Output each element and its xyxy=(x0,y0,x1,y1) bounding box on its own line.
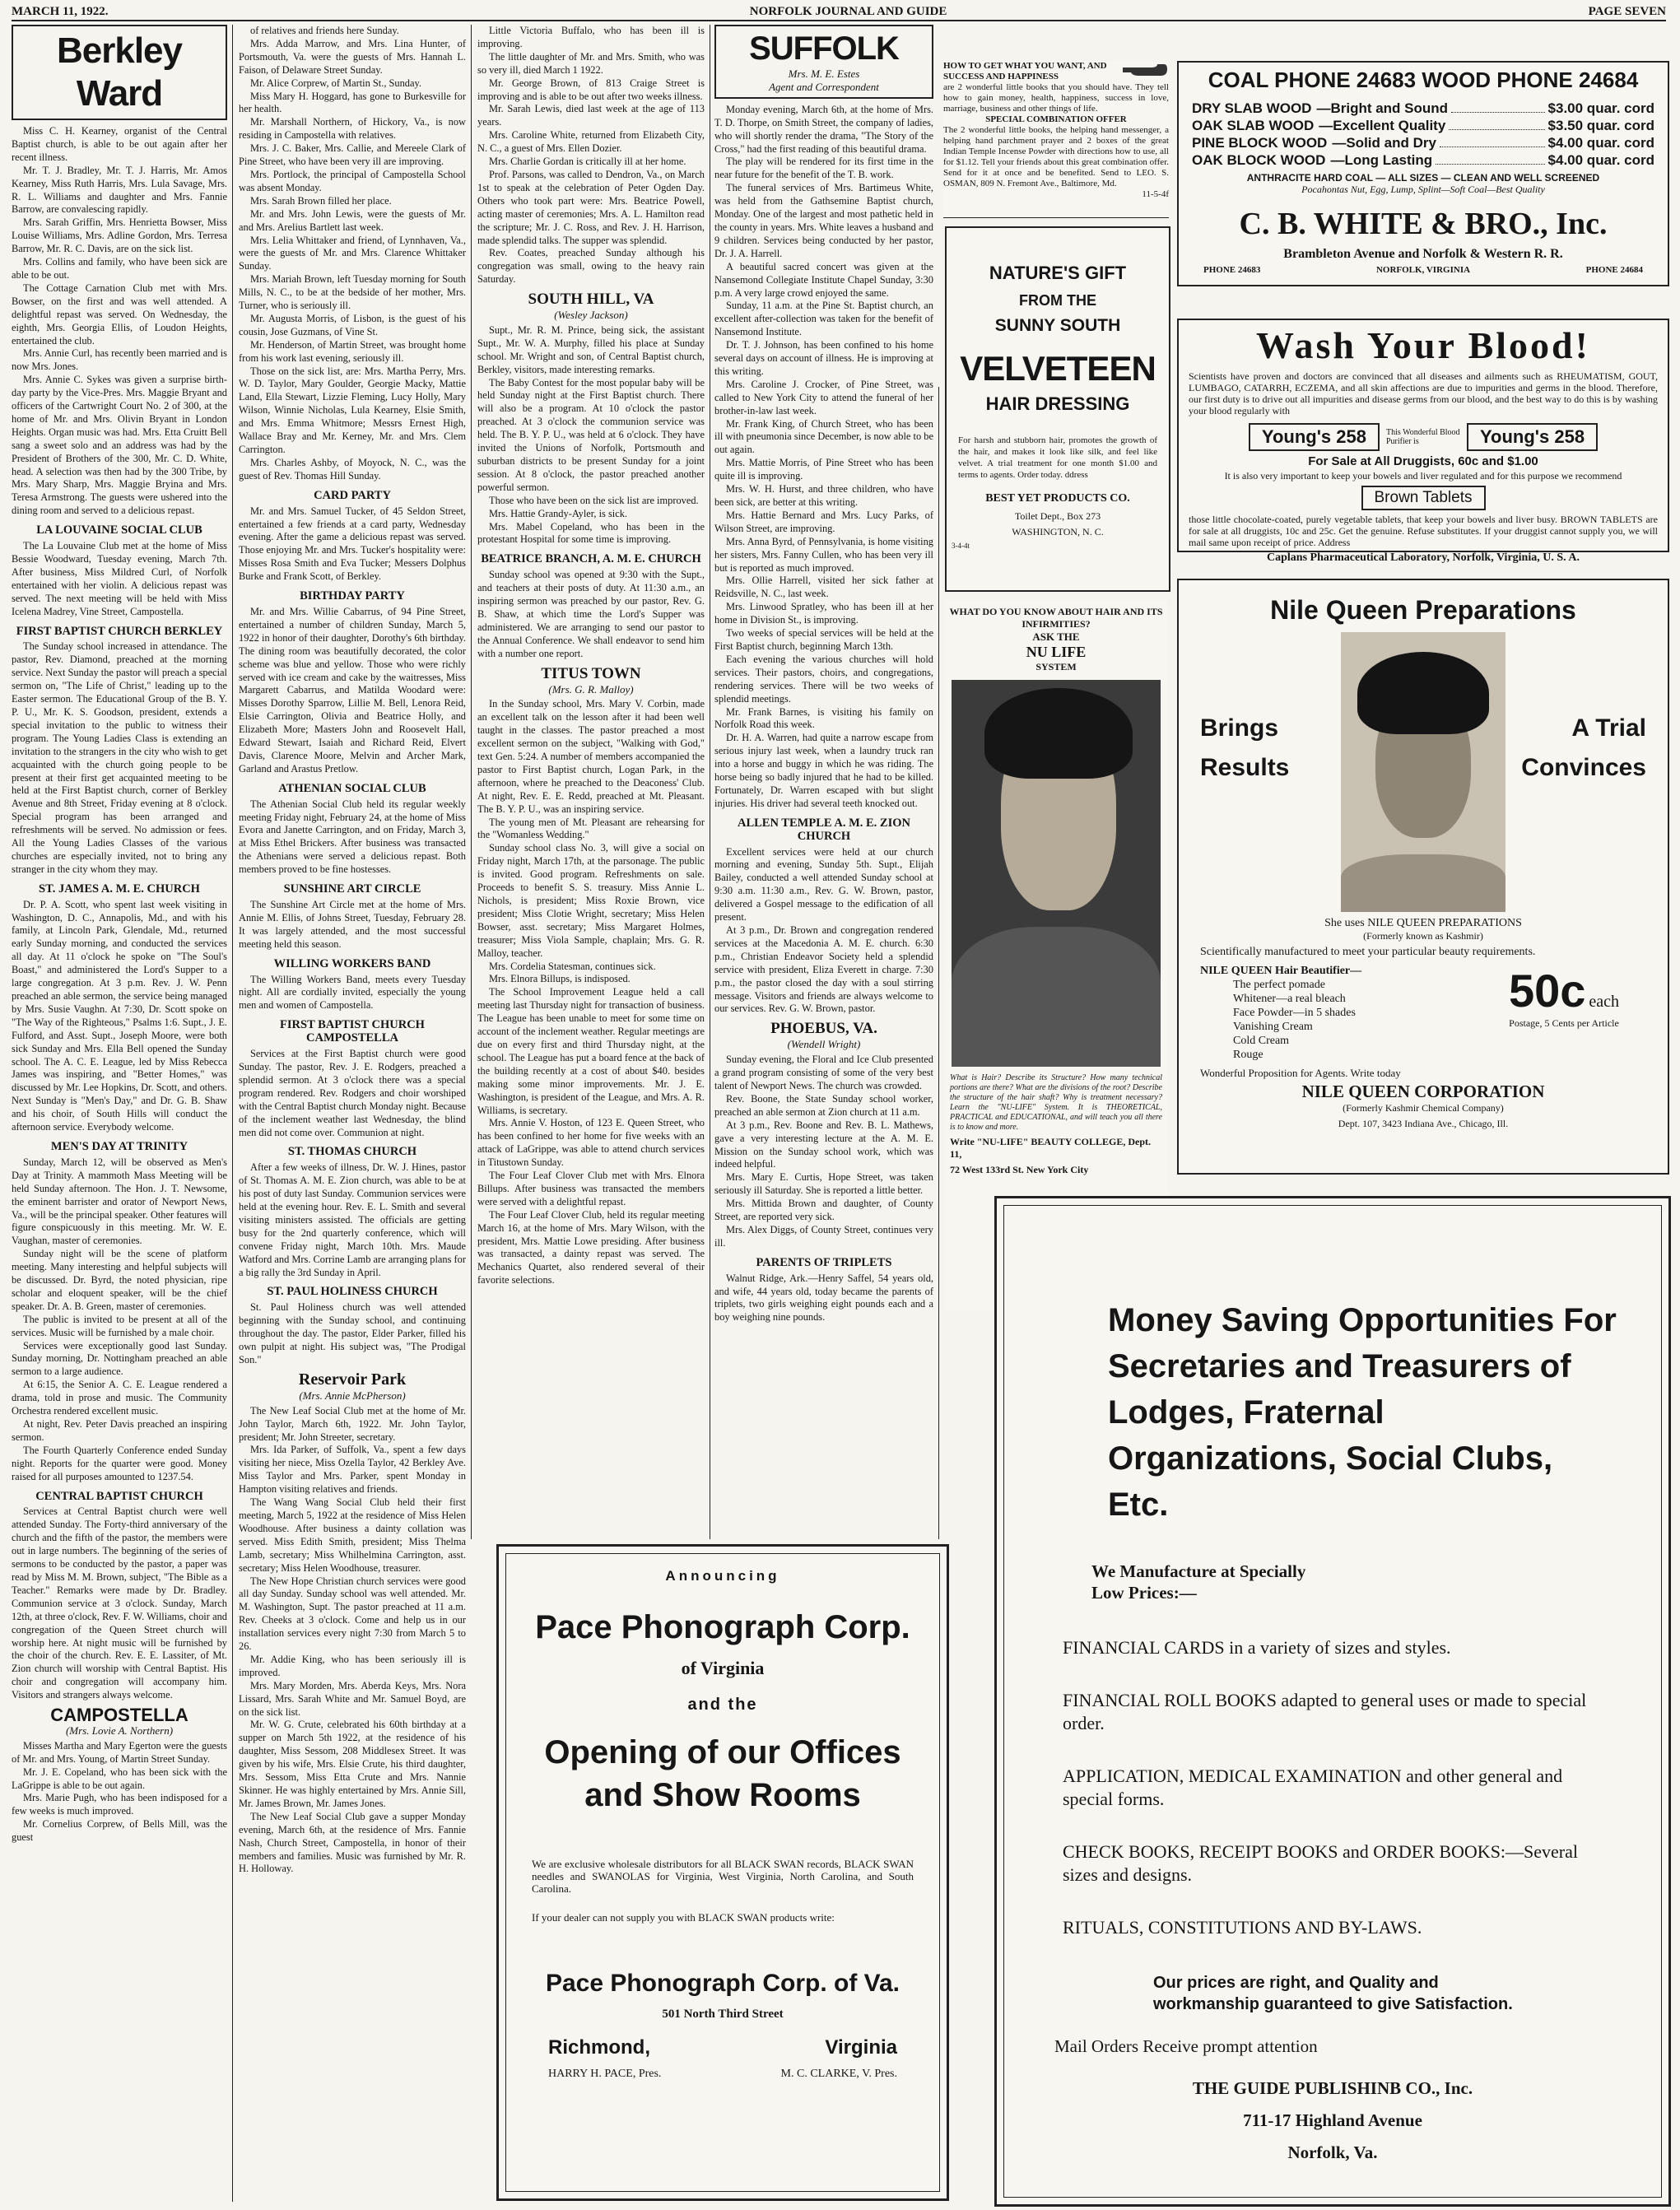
paragraph: Mrs. Anna Byrd, of Pennsylvania, is home visiting her sisters, Mrs. Fanny Cullen, who has been very ill but is reported as much improved. xyxy=(714,535,933,574)
phone: PHONE 24684 xyxy=(1585,265,1643,275)
paragraph: Miss Mary H. Hoggard, has gone to Burkesville for her health. xyxy=(239,90,466,115)
subheading: PHOEBUS, VA. xyxy=(770,1020,877,1038)
portrait-shoulders xyxy=(952,927,1161,1067)
ad-headline: NATURE'S GIFT xyxy=(989,263,1127,283)
price-row: OAK SLAB WOOD — Excellent Quality $3.50 quar. cord xyxy=(1192,118,1654,133)
price-row: PINE BLOCK WOOD — Solid and Dry $4.00 quar. cord xyxy=(1192,135,1654,151)
ad-headline: WHAT DO YOU KNOW ABOUT HAIR AND ITS INFIRMITIES? xyxy=(949,606,1163,630)
paragraph: Mrs. Mary E. Curtis, Hope Street, was taken seriously ill Saturday. She is reported a little better. xyxy=(714,1171,933,1197)
paragraph: The funeral services of Mrs. Bartimeus White, was held from the Gathsemine Baptist church, Monday. One of the largest and most pathetic held in the county in years. Mrs. White leaves a husband and 9 children. Services being conducted by her pastor, Dr. J. A. Harrell. xyxy=(714,182,933,259)
ad-contact: Write "NU-LIFE" BEAUTY COLLEGE, Dept. 11, xyxy=(950,1136,1152,1160)
paragraph: Dr. T. J. Johnson, has been confined to his home several days on account of illness. He is improving at this writing. xyxy=(714,339,933,377)
price-row: OAK BLOCK WOOD — Long Lasting $4.00 quar. cord xyxy=(1192,152,1654,168)
paragraph: Mr. Cornelius Corprew, of Bells Mill, was the guest xyxy=(12,1818,227,1844)
ad-slogan: Results xyxy=(1200,754,1290,781)
ad-connector: and the xyxy=(687,1696,758,1714)
paragraph: Mrs. Mariah Brown, left Tuesday morning for South Mills, N. C., to be at the bedside of her mother, Mrs. Turner, who is seriously ill. xyxy=(239,273,466,312)
product-type: HAIR DRESSING xyxy=(985,393,1130,414)
paragraph: Mr. J. E. Copeland, who has been sick with the LaGrippe is able to be out again. xyxy=(12,1766,227,1791)
product-item: Vanishing Cream xyxy=(1233,1021,1313,1033)
ad-headline: ASK THE xyxy=(1032,630,1080,643)
paragraph: Mrs. Mattie Morris, of Pine Street who has been quite ill is improving. xyxy=(714,457,933,482)
product-type: SYSTEM xyxy=(1035,661,1077,672)
byline: (Mrs. Lovie A. Northern) xyxy=(65,1724,174,1737)
product-item: RITUALS, CONSTITUTIONS AND BY-LAWS. xyxy=(1063,1917,1422,1938)
paragraph: Mr. George Brown, of 813 Craige Street is improving and is able to be out after two weeks illness. xyxy=(477,77,705,102)
paragraph: Two weeks of special services will be held at the First Baptist church, beginning March 13th. xyxy=(714,627,933,652)
subheading: CARD PARTY xyxy=(314,488,391,502)
ad-code: 11-5-4f xyxy=(1142,189,1169,199)
subheading: ALLEN TEMPLE A. M. E. ZION CHURCH xyxy=(737,816,911,843)
paragraph: At 3 p.m., Rev. Boone and Rev. B. L. Mathews, gave a very interesting lecture at the A. M. E. Mission on the Sunday school work, which was indeed helpful. xyxy=(714,1119,933,1170)
paragraph: Mrs. Mabel Copeland, who has been in the protestant Hospital for some time is improving. xyxy=(477,520,705,546)
paragraph: Mrs. Hattie Bernard and Mrs. Lucy Parks, of Wilson Street, are improving. xyxy=(714,509,933,534)
paragraph: Walnut Ridge, Ark.—Henry Saffel, 54 years old, and wife, 44 years old, today became the parents of triplets, two girls weighing eight pounds each and a boy weighing nine pounds. xyxy=(714,1272,933,1324)
paragraph: Mr. Frank Barnes, is visiting his family on Norfolk Road this week. xyxy=(714,705,933,731)
state: Virginia xyxy=(825,2036,897,2059)
product-name: VELVETEEN xyxy=(960,349,1156,388)
product-item: Whitener—a real bleach xyxy=(1233,993,1346,1005)
subheading: ST. THOMAS CHURCH xyxy=(287,1145,417,1159)
ad-body: Wonderful Proposition for Agents. Write today xyxy=(1200,1067,1401,1079)
paragraph: Mr. W. G. Crute, celebrated his 60th birthday at a supper on March 5th 1922, at the residence of his daughter, Miss Sessom, 208 Middlesex Street. It was given by his wife, Mrs. Elsie Crute, his third daughter, Mrs. Sessom, Miss Etta Crute and Mrs. Nannie Skinner. He was highly entertained by Mrs. Annie Sill, Mr. James Brown, Mr. James Jones. xyxy=(239,1719,466,1809)
company-address: Toilet Dept., Box 273 xyxy=(1014,510,1101,522)
paragraph: Dr. H. A. Warren, had quite a narrow escape from serious injury last week, when a laundry truck ran into a horse and buggy in which he was riding. The horse being so badly injured that he had to be killed. Fortunately, Dr. Warren escaped with but slight injuries. His driver had several teeth knocked out. xyxy=(714,732,933,809)
ad-headline: SUNNY SOUTH xyxy=(994,316,1121,335)
byline: (Mrs. Annie McPherson) xyxy=(299,1389,406,1402)
city: Richmond, xyxy=(548,2036,650,2059)
woman-portrait-photo xyxy=(952,680,1161,1067)
paragraph: of relatives and friends here Sunday. xyxy=(250,25,399,36)
paragraph: Those on the sick list, are: Mrs. Martha Perry, Mrs. W. D. Taylor, Mary Goulder, Georgie Macky, Mattie Land, Ella Stewart, Lizzie Fleming, Lucy Holly, Mary Wilson, Winnie Nicholas, Lula Kearney, Elsie Smith, and Mrs. Emma Whitmore; Messrs Ernest High, Wallace Bray and Mr. Kerney, Mr. and Mrs. Clem Carrington. xyxy=(239,365,466,455)
paragraph: The little daughter of Mr. and Mrs. Smith, who was so very ill, died March 1 1922. xyxy=(477,50,705,76)
newspaper-name: NORFOLK JOURNAL AND GUIDE xyxy=(749,4,947,18)
sale-line: For Sale at All Druggists, 60c and $1.00 xyxy=(1308,454,1538,468)
ad-slogan: A Trial xyxy=(1571,714,1646,742)
column-rule xyxy=(938,387,939,1539)
paragraph: The Sunday school increased in attendance. The pastor, Rev. Diamond, preached at the morning service. Next Sunday the pastor will preach a special sermon on, "The Life of Christ," leading up to the Easter sermon. The Educational Group of the B. Y. P. U., Mr. K. S. Goodson, president, extends a special invitation to the public to witness their program. The Young Ladies Class is extending an invitation to the strangers in the city who wish to get acquainted with the church going people to be present at their first get acquainted meeting to be held at the First Baptist church, corner of Berkley Avenue and 8th Street, Friday evening at 8 o'clock. Special program has been arranged and refreshments will be served. No admission or fees. All the Young Ladies Classes of the various churches are especially invited, not to bring any stranger in the city whom they may. xyxy=(12,640,227,875)
wash-your-blood-ad xyxy=(1177,319,1669,564)
price-unit: each xyxy=(1589,993,1620,1011)
subheading: BIRTHDAY PARTY xyxy=(300,589,405,603)
paragraph: Little Victoria Buffalo, who has been ill is improving. xyxy=(477,25,705,49)
paragraph: The Fourth Quarterly Conference ended Sunday night. Reports for the quarter were good. Money raised for all purposes amounted to 1237.54. xyxy=(12,1444,227,1482)
paragraph: Mr. and Mrs. Willie Cabarrus, of 94 Pine Street, entertained a number of children Sunday, March 5, 1922 in honor of their daughter, Dorothy's 6th birthday. The dining room was beautifully decorated, the color scheme was blue and yellow. Those who were richly served with ice cream and cake by the waitresses, Miss Margarett Cabarrus, and Matilda Woodard were: Misses Dorothy Sparrow, Lillie M. Bell, Lenora Reid, Elsie Carrington, Olivia and Beatrice Holly, and Elizabeth More; Masters John and Roosevelt Hall, Edward Stewart, Isaiah and Richard Reid, Elvert Davis, Clarence Moore, Melvin and Archer Mark, Garland and Arastus Pretlow. xyxy=(239,605,466,775)
item-desc: Long Lasting xyxy=(1344,152,1433,168)
portrait-hair xyxy=(984,688,1133,779)
company-name: Pace Phonograph Corp. of Va. xyxy=(545,1970,900,1997)
paragraph: The public is invited to be present at all of the services. Music will be furnished by a male choir. xyxy=(12,1313,227,1338)
paragraph: The New Hope Christian church services were good all day Sunday. Sunday school was well attended. Mr. M. Washington, Supt. The pastor preached at 11 a.m. Rev. Cheeks at 3 o'clock. Come and help us in our installation services every night 7:30 from March 5 to 26. xyxy=(239,1575,466,1653)
paragraph: Mr. Sarah Lewis, died last week at the age of 113 years. xyxy=(477,103,705,128)
product-tagline: This Wonderful Blood Purifier is xyxy=(1386,428,1460,446)
paragraph: Mrs. Alex Diggs, of County Street, continues very ill. xyxy=(714,1223,933,1249)
ad-code: 3-4-4t xyxy=(952,542,970,550)
company-former-name: (Formerly Kashmir Chemical Company) xyxy=(1343,1102,1504,1114)
paragraph: Mr. Alice Corprew, of Martin St., Sunday. xyxy=(250,77,421,89)
paragraph: Mrs. W. H. Hurst, and three children, who have been sick, are better at this writing. xyxy=(714,483,933,508)
paragraph: Sunday, 11 a.m. at the Pine St. Baptist church, an excellent after-collection was taken for the benefit of Nansemond Institute. xyxy=(714,300,933,338)
ad-body: Our prices are right, and Quality and workmanship guaranteed to give Satisfaction. xyxy=(1153,1974,1513,2013)
paragraph: At 6:15, the Senior A. C. E. League rendered a drama, told in prose and music. The Community Orchestra rendered excellent music. xyxy=(12,1379,227,1417)
column-rule xyxy=(471,25,472,1539)
paragraph: Mr. Henderson, of Martin Street, was brought home from his work last evening, seriously ill. xyxy=(239,338,466,364)
product-item: FINANCIAL ROLL BOOKS adapted to general uses or made to special order. xyxy=(1063,1690,1587,1733)
paragraph: Mrs. Charles Ashby, of Moyock, N. C., was the guest of Rev. Thomas Hill Sunday. xyxy=(239,456,466,482)
price: 50c xyxy=(1508,965,1586,1017)
masthead xyxy=(12,3,1666,21)
berkley-ward-column xyxy=(12,25,227,2202)
paragraph: The La Louvaine Club met at the home of Miss Bessie Woodward, Tuesday evening, March 7th. After business, Miss Mildred Curl, of Norfolk entertained with her violin. A delicious repast was served. The next meeting will be held with Miss Icelena Madrey, Vine Street, Campostella. xyxy=(12,540,227,617)
page-number: PAGE SEVEN xyxy=(1588,4,1666,18)
paragraph: Rev. Coates, preached Sunday although his congregation was small, owing to the heavy rain Saturday. xyxy=(477,247,705,286)
paragraph: At night, Rev. Peter Davis preached an inspiring sermon. xyxy=(12,1418,227,1443)
suffolk-header xyxy=(714,25,933,99)
paragraph: The Four Leaf Clover Club, held its regular meeting March 16, at the home of Mrs. Mary Wilson, with the president, Mrs. Mattie Lowe presiding. After business was transacted, a dainty repast was served. The Mechanics Quartet, also rendered several of their favorite selections. xyxy=(477,1208,705,1286)
paragraph: Mr. Frank King, of Church Street, who has been ill with pneumonia since December, is now able to be out again. xyxy=(714,417,933,456)
company-name: Pace Phonograph Corp. xyxy=(535,1609,910,1645)
ad-subheadline: We Manufacture at Specially Low Prices:— xyxy=(1091,1561,1306,1603)
suffolk-column xyxy=(714,25,933,1539)
ad-headline: HOW TO GET WHAT YOU WANT, AND SUCCESS AND HAPPINESS xyxy=(943,61,1107,81)
company-address: Brambleton Avenue and Norfolk & Western R. R. xyxy=(1283,247,1563,261)
ad-headline: Nile Queen Preparations xyxy=(1270,595,1576,625)
subheading: ST. PAUL HOLINESS CHURCH xyxy=(267,1285,438,1299)
correspondent-role: Agent and Correspondent xyxy=(769,80,879,93)
ad-body: are 2 wonderful little books that you should have. They tell how to gain money, health, happiness, success in love, marriage, business and other things of life. xyxy=(943,82,1169,114)
paragraph: Services at the First Baptist church were good Sunday. The pastor, Rev. J. E. Rodgers, preached a splendid sermon. At 3 o'clock there was a special program rendered. Rev. Rodgers and choir worshiped with the Central Baptist church Monday night. Because of the inclement weather last Wednesday, the blind men did not come over. Communion at night. xyxy=(239,1048,466,1138)
paragraph: At 3 p.m., Dr. Brown and congregation rendered services at the Macedonia A. M. E. church. 6:30 p.m., Christian Endeavor Society held a splendid service with president, Eliza Everett in charge. 7:30 p.m., the pastor closed the day with a soul stirring message. Visitors and friends are always welcome to our services. Rev. G. W. Brown, pastor. xyxy=(714,924,933,1015)
paragraph: Each evening the various churches will hold services. Their pastors, choirs, and congregations, rendering services. There will be two weeks of splendid meetings. xyxy=(714,653,933,705)
paragraph: St. Paul Holiness church was well attended beginning with the Sunday school, and continuing throughout the day. The pastor, Elder Parker, filled his own pulpit at night. His subject was, "The Prodigal Son." xyxy=(239,1301,466,1366)
subheading: PARENTS OF TRIPLETS xyxy=(756,1255,892,1269)
ad-subheadline: SPECIAL COMBINATION OFFER xyxy=(985,114,1127,124)
paragraph: Mrs. Sarah Griffin, Mrs. Henrietta Bowser, Miss Louise Williams, Mrs. Adline Gordon, Mrs. Terresa Barrow, Mr. R. C. Davis, are on the sick list. xyxy=(12,216,227,255)
paragraph: The Athenian Social Club held its regular weekly meeting Friday night, February 24, at the home of Miss Evora and Janette Carrington, and on Friday, March 3, at Miss Ethel Brickers. After business was transacted the Athenians were served a delicious repast. Both members proved to be fine hostesses. xyxy=(239,798,466,876)
ad-slogan: Brings xyxy=(1200,714,1279,742)
product-name: Young's 258 xyxy=(1467,423,1598,451)
company-city: Norfolk, Va. xyxy=(1287,2143,1378,2162)
city: NORFOLK, VIRGINIA xyxy=(1375,265,1471,275)
paragraph: Miss C. H. Kearney, organist of the Central Baptist church, is able to be out again after her recent illness. xyxy=(12,125,227,163)
paragraph: Mr. and Mrs. Samuel Tucker, of 45 Seldon Street, entertained a few friends at a card party, Wednesday evening. After the game a delicious repast was served. Those enjoying Mr. and Mrs. Tucker's hospitality were: Misses Rosa Smith and Eva Tucker; Messers Dolphus Burke and Frank Scott, of Berkley. xyxy=(239,505,466,583)
pointing-hand-icon xyxy=(1121,61,1169,79)
paragraph: Mrs. Annie Curl, has recently been married and is now Mrs. Jones. xyxy=(12,347,227,373)
product-item: FINANCIAL CARDS in a variety of sizes and styles. xyxy=(1063,1637,1451,1658)
paragraph: Sunday evening, the Floral and Ice Club presented a grand program consisting of some of the very best talent of Newport News. The church was crowded. xyxy=(714,1054,933,1091)
product-boxes xyxy=(1179,423,1668,451)
product-name: NU LIFE xyxy=(1026,644,1087,660)
paragraph: Mrs. Hattie Grandy-Ayler, is sick. xyxy=(489,507,628,519)
company-state: of Virginia xyxy=(681,1658,765,1678)
paragraph: The Sunshine Art Circle met at the home of Mrs. Annie M. Ellis, of Johns Street, Tuesday, February 28. It was largely attended, and the most successful meeting held this season. xyxy=(239,899,466,950)
paragraph: The New Leaf Social Club met at the home of Mr. John Taylor, March 6th, 1922. Mr. John Taylor, president; Mr. John Streeter, secretary. xyxy=(239,1404,466,1443)
paragraph: Mrs. Lelia Whittaker and friend, of Lynnhaven, Va., were the guests of Mr. and Mrs. Clarence Whittaker Sunday. xyxy=(239,234,466,272)
velveteen-hair-dressing-ad xyxy=(945,226,1170,592)
paragraph: Mrs. Marie Pugh, who has been indisposed for a few weeks is much improved. xyxy=(12,1792,227,1817)
ad-body: For harsh and stubborn hair, promotes the growth of the hair, and makes it look like silk, and feel like velvet. A trial treatment for one month $1.00 and terms to agents. Order today. ddress xyxy=(958,435,1157,480)
paragraph: After a few weeks of illness, Dr. W. J. Hines, pastor of St. Thomas A. M. E. Zion church, was able to be at his post of duty last Sunday. Communion services were held at the evening hour. Rev. E. L. Smith and several visiting ministers assisted. The officials are getting busy for the 2nd quarterly conference, which will convene Friday night, March 10th. Mrs. Maude Watford and Mrs. Corrine Lamb are arranging plans for a big rally the 3rd Sunday in April. xyxy=(239,1161,466,1278)
paragraph: In the Sunday school, Mrs. Mary V. Corbin, made an excellent talk on the lesson after it had been well taught in the classes. The pastor preached a most excellent sermon on the subject, "Walking with God," text Gen. 5:24. A number of members accompanied the pastor to First Baptist church, Logan Park, in the afternoon, where he preached to the Deaconess' Club. At night, Rev. E. E. Redd, preached at Mt. Pleasant. The B. Y. P. U., was an inspiring service. xyxy=(477,698,705,815)
officer: M. C. CLARKE, V. Pres. xyxy=(780,2068,897,2080)
subheading: Reservoir Park xyxy=(298,1370,407,1389)
portrait-shoulders xyxy=(1341,854,1505,912)
item: DRY SLAB WOOD xyxy=(1192,100,1312,116)
byline: (Wendell Wright) xyxy=(787,1038,861,1051)
paragraph: Supt., Mr. R. M. Prince, being sick, the assistant Supt., Mr. W. A. Murphy, filled his place at Sunday school. Mr. Wright and son, of Central Baptist church, Berkley, visitors, made interesting remarks. xyxy=(477,323,705,375)
paragraph: The Baby Contest for the most popular baby will be held Sunday night at the First Baptist church. There will also be a program. At 10 o'clock the pastor preached. At 3 o'clock the communion service was held. The B. Y. P. U., was held at 6 o'clock. They have invited the Unions of Norfolk, Portsmouth and suburban districts to be present Sunday for a joint session. At 8 o'clock, the pastor preached another powerful sermon. xyxy=(477,376,705,493)
paragraph: The Cottage Carnation Club met with Mrs. Bowser, on the first and was well attended. A delightful repast was served. On Wednesday, the eighth, Mrs. Georgia Ellis, of Loudon Heights, entertained the club. xyxy=(12,281,227,347)
paragraph: The School Improvement League held a call meeting last Thursday night for transaction of business. The League has been unable to meet for some time on account of the inclement weather. Regular meetings are due on every first and third Thursday night, at the school. The League has put a board fence at the back of the building recently at a cost of about $40. besides making some minor improvements. Mr. J. E. Washington, is president of the League, and Mrs. A. R. Williams, is secretary. xyxy=(477,986,705,1116)
paragraph: Mrs. Collins and family, who have been sick are able to be out. xyxy=(12,256,227,281)
paragraph: Mrs. Ollie Harrell, visited her sick father at Reidsville, N. C., last week. xyxy=(714,575,933,600)
item: OAK BLOCK WOOD xyxy=(1192,152,1326,168)
ad-headline: COAL PHONE 24683 WOOD PHONE 24684 xyxy=(1208,67,1639,92)
paragraph: Mr. Addie King, who has been seriously ill is improved. xyxy=(239,1653,466,1678)
price-list xyxy=(1192,100,1654,169)
portrait-hair xyxy=(1357,652,1489,734)
paragraph: The young men of Mt. Pleasant are rehearsing for the "Womanless Wedding." xyxy=(477,816,705,841)
phone: PHONE 24683 xyxy=(1203,265,1261,275)
ad-body: It is also very important to keep your bowels and liver regulated and for this purpose we recommend xyxy=(1224,470,1622,482)
subheading: LA LOUVAINE SOCIAL CLUB xyxy=(36,523,202,537)
section-title: SUFFOLK xyxy=(749,30,899,67)
company-name: BEST YET PRODUCTS CO. xyxy=(985,492,1130,505)
price-row: DRY SLAB WOOD — Bright and Sound $3.00 quar. cord xyxy=(1192,100,1654,116)
paragraph: Mrs. Mittida Brown and daughter, of County Street, are reported very sick. xyxy=(714,1198,933,1223)
paragraph: Sunday, March 12, will be observed as Men's Day at Trinity. A mammoth Mass Meeting will be held Sunday afternoon. The Hon. J. T. Newsome, the eminent barrister and orator of Newport News, Va., will be the principal speaker. Other features will figure conspicuously in this meeting. Mr. W. E. Vaughan, master of ceremonies. xyxy=(12,1156,227,1247)
ad-body: What is Hair? Describe its Structure? How many technical portions are there? What are the divisions of the root? Describe the structure of the hair shaft? Why is treatment necessary? Learn the "NU-LIFE" System. It is THEORETICAL, PRACTICAL and EDUCATIONAL, and will teach you all there is to know and more. xyxy=(950,1073,1162,1132)
officer: HARRY H. PACE, Pres. xyxy=(548,2068,662,2080)
section-title: Berkley Ward xyxy=(56,30,182,114)
item-price: $4.00 quar. cord xyxy=(1547,135,1654,151)
ad-body: She uses NILE QUEEN PREPARATIONS xyxy=(1324,917,1522,929)
paragraph: Rev. Boone, the State Sunday school worker, preached an able sermon at Zion church at 11 a.m. xyxy=(714,1092,933,1118)
product-item: Cold Cream xyxy=(1233,1035,1290,1047)
ad-headline: Opening of our Offices and Show Rooms xyxy=(544,1734,901,1813)
paragraph: Monday evening, March 6th, at the home of Mrs. T. D. Thorpe, on Smith Street, the company of ladies, who will shortly render the drama, "The Story of the Cross," had the first reading of this beautiful drama. xyxy=(714,103,933,155)
subheading: MEN'S DAY AT TRINITY xyxy=(50,1139,188,1153)
postage-note: Postage, 5 Cents per Article xyxy=(1509,1017,1619,1029)
item-price: $4.00 quar. cord xyxy=(1547,152,1654,168)
subheading: CAMPOSTELLA xyxy=(50,1705,188,1726)
ad-body: (Formerly known as Kashmir) xyxy=(1363,930,1483,942)
company-address: Dept. 107, 3423 Indiana Ave., Chicago, Ill. xyxy=(1338,1118,1509,1129)
subheading: BEATRICE BRANCH, A. M. E. CHURCH xyxy=(481,552,701,566)
ad-address: 72 West 133rd St. New York City xyxy=(950,1164,1089,1175)
subheading: TITUS TOWN xyxy=(541,664,641,682)
company-name: C. B. WHITE & BRO., Inc. xyxy=(1239,207,1608,241)
product-list-heading: NILE QUEEN Hair Beautifier— xyxy=(1200,965,1362,977)
subheading: FIRST BAPTIST CHURCH BERKLEY xyxy=(16,624,223,638)
paragraph: Mrs. Cordelia Statesman, continues sick. xyxy=(489,960,656,972)
paragraph: Dr. P. A. Scott, who spent last week visiting in Washington, D. C., Annapolis, Md., and with his family, at Lincoln Park, Glendale, Md., returned early Sunday morning, and conducted the services all day. At 11 o'clock he spoke on "The Soul's Boast," and administered the Lord's Supper to a large congregation. At 3 p.m. Rev. J. W. Penn preached an able sermon, the service being managed by Mrs. Susie Vaughn. At 7:30, Dr. Scott spoke on "The Way of the Righteous," Psalms 1:6. Supt., J. E. Fulford, and Asst. Supt., Joseph Moore, were both sick Sunday and Mrs. Ella Bell opened the Sunday school. The A. C. E. League, led by Miss Rebecca James was inspiring, and "Better Homes," was discussed by Mr. Lee Hopkins, Dr. Scott, and others. Next Sunday is "Men's Day," and Dr. G. B. Shaw and his choir, of South Hills will conduct the afternoon service. Everybody welcome. xyxy=(12,898,227,1133)
product-item: CHECK BOOKS, RECEIPT BOOKS and ORDER BOOKS:—Several sizes and designs. xyxy=(1063,1841,1579,1885)
paragraph: Sunday school class No. 3, will give a social on Friday night, March 17th, at the parsonage. The public is invited. Good program. Refreshments on sale. Proceeds to benefit S. S. treasury. Miss Annie L. Nichols, is president; Miss Roxie Brown, vice president; Miss Clotie Wright, secretary; Miss Helen Bowser, asst. secretary; Miss Margaret Holmes, treasurer; Miss Viola Sample, chaplain; Mrs. G. R. Malloy, teacher. xyxy=(477,842,705,959)
subheading: FIRST BAPTIST CHURCH CAMPOSTELLA xyxy=(280,1018,425,1045)
phone-line xyxy=(1203,265,1643,275)
pace-phonograph-ad xyxy=(496,1544,949,2201)
society-column-2 xyxy=(239,25,466,1875)
company-name: NILE QUEEN CORPORATION xyxy=(1301,1082,1545,1101)
paragraph: Those who have been on the sick list are improved. xyxy=(489,494,699,506)
paragraph: Mrs. Caroline J. Crocker, of Pine Street, was called to New York City to attend the funeral of her brother-in-law last week. xyxy=(714,378,933,416)
issue-date: MARCH 11, 1922. xyxy=(12,4,109,18)
item-price: $3.00 quar. cord xyxy=(1547,100,1654,116)
company-city: WASHINGTON, N. C. xyxy=(1012,526,1104,537)
product-item: Rouge xyxy=(1233,1049,1263,1061)
ad-body: We are exclusive wholesale distributors for all BLACK SWAN records, BLACK SWAN needles and SWANOLAS for Virginia, West Virginia, North Carolina, and South Carolina. xyxy=(532,1858,914,1895)
product-name: Brown Tablets xyxy=(1361,486,1486,510)
paragraph: Prof. Parsons, was called to Dendron, Va., on March 1st to speak at the celebration of Peter Ogden Day. Others who took part were: Mrs. Beatrice Powell, acting master of ceremonies; Mrs. A. L. Hamilton read the scripture; Mr. J. C. Ross, and Rev. J. H. Harrison, made splendid talks. The supper was splendid. xyxy=(477,168,705,246)
item-desc: Bright and Sound xyxy=(1330,100,1449,116)
paragraph: A beautiful sacred concert was given at the Nansemond Collegiate Institute Chapel Sunday, 3:30 p.m. A very large crowd enjoyed the same. xyxy=(714,260,933,299)
paragraph: Excellent services were held at our church morning and evening, Sunday 5th. Supt., Elijah Bailey, conducted a well attended Sunday school at 9:30 a.m. 11:30 a.m., Rev. G. W. Brown, pastor, delivered a Gospel message to the edification of all present. xyxy=(714,845,933,924)
ad-body: Mail Orders Receive prompt attention xyxy=(1054,2036,1318,2056)
ad-subline: ANTHRACITE HARD COAL — ALL SIZES — CLEAN AND WELL SCREENED xyxy=(1246,172,1600,184)
paragraph: Mrs. J. C. Baker, Mrs. Callie, and Mereele Clark of Pine Street, who have been very ill are improving. xyxy=(239,142,466,168)
paragraph: The Four Leaf Clover Club met with Mrs. Elnora Billups. After business was transacted the members were served with a delightful repast. xyxy=(477,1170,705,1207)
item-desc: Excellent Quality xyxy=(1333,118,1446,133)
item-desc: Solid and Dry xyxy=(1346,135,1436,151)
paragraph: Misses Martha and Mary Egerton were the guests of Mr. and Mrs. Young, of Martin Street Sunday. xyxy=(12,1739,227,1765)
paragraph: Mrs. Annie V. Hoston, of 123 E. Queen Street, who has been confined to her home for five weeks with an attack of LaGrippe, was able to attend church services in Titustown Sunday. xyxy=(477,1117,705,1169)
company-address: 711-17 Highland Avenue xyxy=(1243,2110,1422,2130)
berkley-ward-header xyxy=(12,25,227,120)
paragraph: Services at Central Baptist church were well attended Sunday. The Forty-third anniversary of the church and the fifth of the pastor, the members were out in large numbers. The beginning of the series of sermons to be conducted by the pastor, a paper was read by Miss M. M. Brown, subject, "The Bible as a Teacher." Remarks were made by Dr. Bradley. Communion service at 3 o'clock. Sunday, March 12th, at three o'clock, Rev. F. W. Williams, choir and congregation of the Queen Street church will worship here. At night music will be furnished by the choir of the church. Rev. E. E. Lassiter, of Mt. Zion church will worship with Central Baptist. His choir and congregation will accompany him. Visitors and strangers always welcome. xyxy=(12,1505,227,1701)
company-name: THE GUIDE PUBLISHINB CO., Inc. xyxy=(1192,2078,1473,2098)
coal-wood-ad xyxy=(1177,61,1669,286)
paragraph: Mr. T. J. Bradley, Mr. T. J. Harris, Mr. Amos Kearney, Miss Ruth Harris, Mrs. Lula Savage, Mrs. R. L. Williams and daughter and Mrs. Fannie Barrow, are convalescing rapidly. xyxy=(12,164,227,216)
column-rule xyxy=(232,25,233,2202)
paragraph: The Willing Workers Band, meets every Tuesday night. All are cordially invited, especially the young men and women of Campostella. xyxy=(239,973,466,1012)
ad-body: Scientifically manufactured to meet your particular beauty requirements. xyxy=(1200,946,1536,958)
paragraph: Mr. Augusta Morris, of Lisbon, is the guest of his cousin, Jose Guzmans, of Vine St. xyxy=(239,312,466,337)
subheading: CENTRAL BAPTIST CHURCH xyxy=(35,1489,203,1503)
subheading: SUNSHINE ART CIRCLE xyxy=(283,882,421,896)
paragraph: Mrs. Ida Parker, of Suffolk, Va., spent a few days visiting her niece, Miss Ozella Taylor, 42 Berkley Ave. Miss Taylor and Mrs. Parker, spent Monday in Hampton visiting relatives and friends. xyxy=(239,1444,466,1496)
woman-portrait-photo xyxy=(1341,632,1505,912)
ad-body: If your dealer can not supply you with BLACK SWAN products write: xyxy=(532,1911,835,1924)
product-name: Young's 258 xyxy=(1249,423,1380,451)
company-name: Caplans Pharmaceutical Laboratory, Norfolk, Virginia, U. S. A. xyxy=(1267,551,1580,564)
paragraph: Sunday night will be the scene of platform meeting. Many interesting and helpful subjects will be discussed. Dr. Byrd, the noted physician, ripe scholar and eloquent speaker, will be the chief speaker. Dr. A. B. Green, master of ceremonies. xyxy=(12,1248,227,1312)
ad-headline: FROM THE xyxy=(1019,292,1096,309)
paragraph: Services were exceptionally good last Sunday. Sunday morning, Dr. Nottingham preached an able sermon to a large audience. xyxy=(12,1339,227,1378)
product-item: The perfect pomade xyxy=(1233,979,1325,991)
subheading: ST. JAMES A. M. E. CHURCH xyxy=(39,882,200,896)
product-item: Face Powder—in 5 shades xyxy=(1233,1007,1356,1019)
nile-hero xyxy=(1179,632,1668,912)
ad-announcement: Announcing xyxy=(665,1568,780,1584)
nile-product-list xyxy=(1200,964,1646,1062)
item: OAK SLAB WOOD xyxy=(1192,118,1315,133)
ad-headline: Money Saving Opportunities For Secretaries and Treasurers of Lodges, Fraternal Organizations, Social Clubs, Etc. xyxy=(1108,1302,1617,1523)
byline: (Wesley Jackson) xyxy=(554,309,628,322)
company-address: 501 North Third Street xyxy=(662,2008,784,2021)
nile-queen-ad xyxy=(1177,579,1669,1175)
ad-headline: Wash Your Blood! xyxy=(1256,324,1590,366)
ad-body: those little chocolate-coated, purely vegetable tablets, that keep your bowels and liver busy. BROWN TABLETS are for sale at all druggists, 10c and 25c. Get the genuine. Refuse substitutes. If your druggist cannot supply you, we will mail same upon receipt of price. Address xyxy=(1189,514,1658,548)
ad-body: Scientists have proven and doctors are convinced that all diseases and ailments such as RHEUMATISM, GOUT, LUMBAGO, CATARRH, ECZEMA, and all skin affections are due to impurities and germs in the blood. Therefore, our first duty is to drive out all impurities and disease germs from our blood, and the best way to do this is by washing your blood regularly with xyxy=(1189,370,1658,416)
subheading: WILLING WORKERS BAND xyxy=(273,956,431,970)
society-column-3 xyxy=(477,25,705,1539)
subheading: ATHENIAN SOCIAL CLUB xyxy=(278,781,426,795)
item: PINE BLOCK WOOD xyxy=(1192,135,1328,151)
ad-slogan: Convinces xyxy=(1521,754,1646,781)
paragraph: Mrs. Caroline White, returned from Elizabeth City, N. C., a guest of Mrs. Ellen Dozier. xyxy=(477,129,705,155)
guide-publishing-ad xyxy=(994,1196,1671,2207)
paragraph: Mr. Marshall Northern, of Hickory, Va., is now residing in Campostella with relatives. xyxy=(239,116,466,142)
ad-body: The 2 wonderful little books, the helping hand messenger, a helping hand parchment prayer and 2 boxes of the great Indian Temple Incense Powder with directions how to use, all for $1.12. Tell your friends about this great combination offer. Send for it at once and be benefited. Send to LEO. S. OSMAN, 809 N. Fremont Ave., Baltimore, Md. xyxy=(943,125,1169,188)
byline: (Mrs. G. R. Malloy) xyxy=(548,682,634,696)
paragraph: Mr. and Mrs. John Lewis, were the guests of Mr. and Mrs. Arelius Bartlett last week. xyxy=(239,207,466,233)
paragraph: Mrs. Sarah Brown filled her place. xyxy=(250,194,392,207)
item-price: $3.50 quar. cord xyxy=(1547,118,1654,133)
paragraph: Mrs. Mary Morden, Mrs. Aberda Keys, Mrs. Nora Lissard, Mrs. Sarah White and Mr. Samuel Boyd, are on the sick list. xyxy=(239,1679,466,1718)
paragraph: Mrs. Adda Marrow, and Mrs. Lina Hunter, of Portsmouth, Va. were the guests of Mrs. Hannah L. Faison, of Delaware Street Sunday. xyxy=(239,37,466,76)
paragraph: The New Leaf Social Club gave a supper Monday evening, March 6th, at the residence of Mrs. Fannie Nash, Church Street, Campostella, in honor of their members and families. Music was furnished by Mr. R. H. Holloway. xyxy=(239,1810,466,1875)
product-item: APPLICATION, MEDICAL EXAMINATION and other general and special forms. xyxy=(1063,1766,1563,1809)
correspondent-name: Mrs. M. E. Estes xyxy=(788,67,860,80)
paragraph: The play will be rendered for its first time in the near future for the benefit of the T. B. work. xyxy=(714,156,933,181)
ad-subline: Pocahontas Nut, Egg, Lump, Splint—Soft Coal—Best Quality xyxy=(1301,184,1545,195)
how-to-books-ad xyxy=(943,61,1169,218)
paragraph: Mrs. Charlie Gordan is critically ill at her home. xyxy=(489,156,686,168)
paragraph: Mrs. Elnora Billups, is indisposed. xyxy=(489,973,631,985)
paragraph: Mrs. Linwood Spratley, who has been ill at her home in Division St., is improving. xyxy=(714,601,933,626)
paragraph: The Wang Wang Social Club held their first meeting, March 5, 1922 at the residence of Miss Helen Woodhouse. After business a dainty collation was served. Miss Edith Smith, president; Miss Thelma Lamb, secretary; Miss Whilhelmina Carrington, asst. secretary; Miss Helen Woodhouse, treasurer. xyxy=(239,1496,466,1574)
paragraph: Mrs. Portlock, the principal of Campostella School was absent Monday. xyxy=(239,168,466,193)
paragraph: Mrs. Annie C. Sykes was given a surprise birth-day party by the Vice-Pres. Mrs. Maggie Bryant and officers of the Cartwright Court No. 2 of 300, at the home of Mr. and Mrs. Olivin Bryant in London Heights. Organ music was had. Mrs. Etta Cruitt Bell sang a sweet solo and an address was had by the President of Brothers of the 300, Mr. C. D. White, head. A selection was then had by the 300 Tribe, by Mrs. Mary Sharp, Mrs. Maggie Bryina and Mrs. Teresa Armstrong. The guests were ushered into the dining room and served to a delicious repast. xyxy=(12,374,227,517)
subheading: SOUTH HILL, VA xyxy=(528,291,654,309)
paragraph: Sunday school was opened at 9:30 with the Supt., and teachers at their posts of duty. At 11:30 a.m., an inspiring sermon was preached by our pastor, Rev. G. B. Shaw, at which time the Lord's Supper was administered. We are arranging to send our pastor to the Annual Conference. We shall endeavor to send him with a number one report. xyxy=(477,569,705,659)
